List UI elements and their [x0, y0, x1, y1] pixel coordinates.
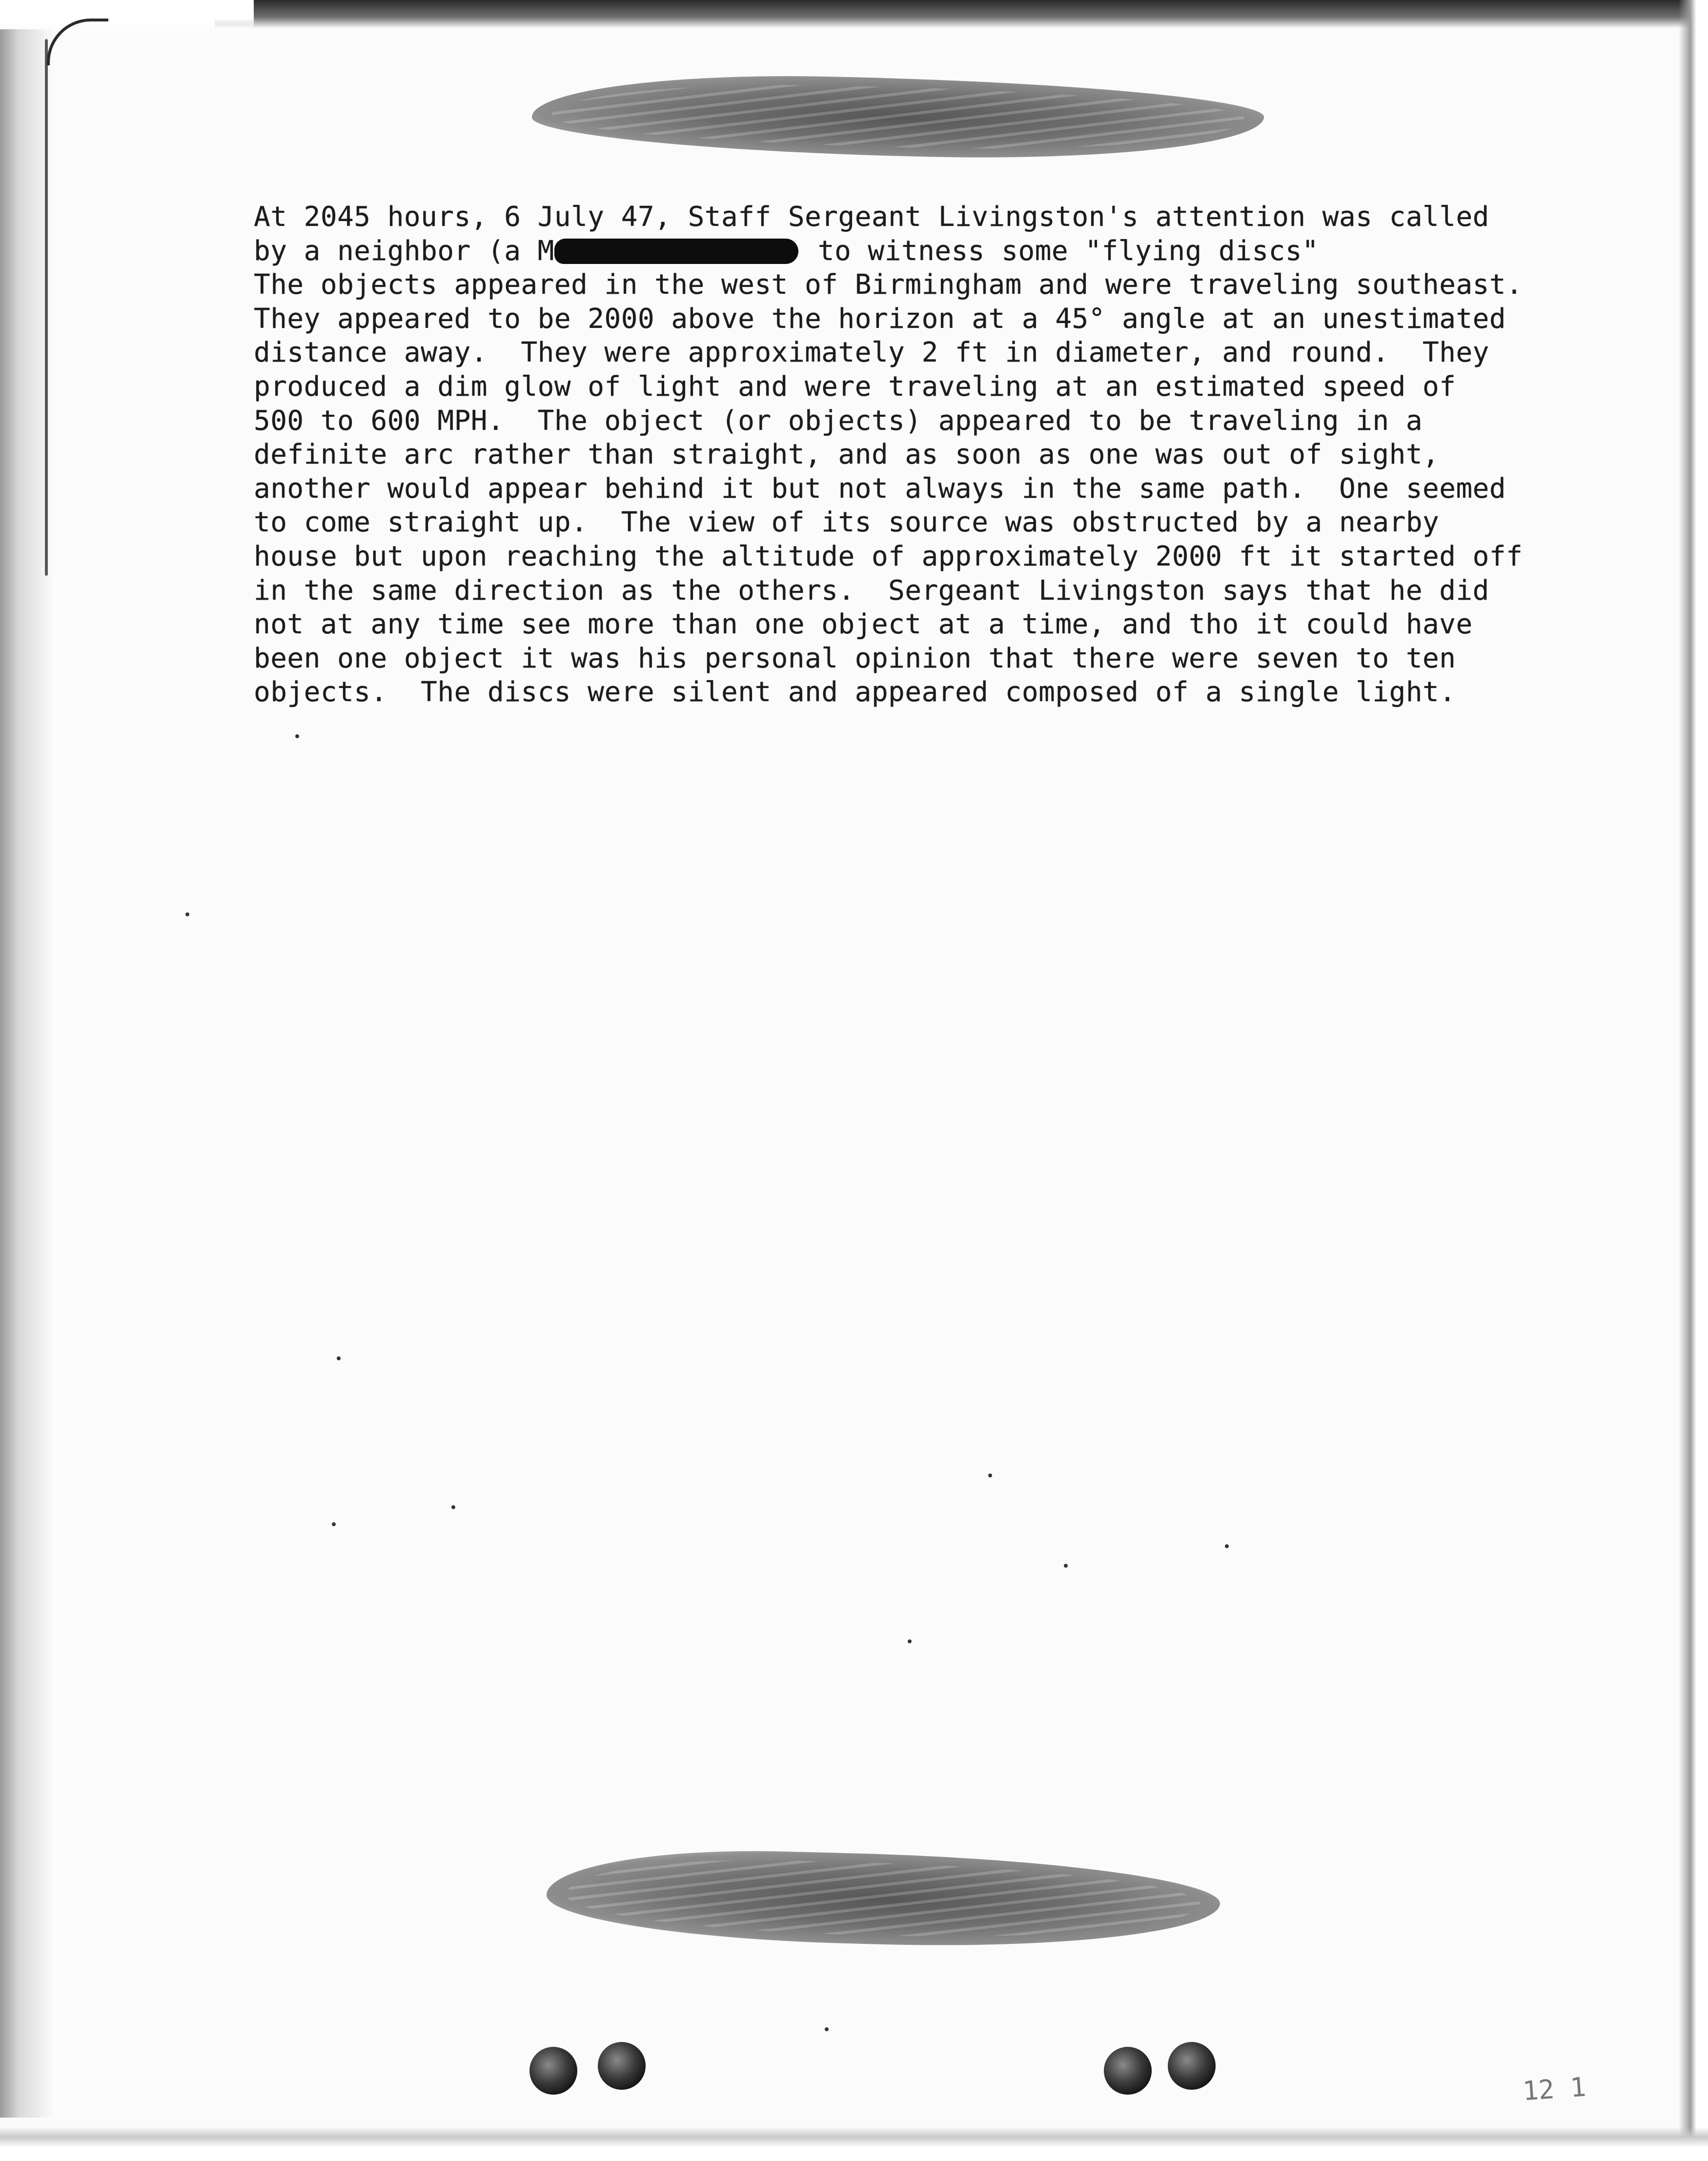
body-line-prefix: by a neighbor (a M [254, 235, 554, 267]
body-line: distance away. They were approximately 2 ft in diameter, and round. They [254, 337, 1489, 369]
redaction-bar [554, 239, 798, 264]
body-line: 500 to 600 MPH. The object (or objects) appeared to be traveling in a [254, 404, 1423, 437]
page-number: 12 1 [1521, 2071, 1587, 2107]
scan-edge-top [215, 0, 1708, 28]
body-line: to come straight up. The view of its source was obstructed by a nearby [254, 506, 1440, 539]
body-line: definite arc rather than straight, and as soon as one was out of sight, [254, 439, 1440, 471]
speck [1064, 1564, 1068, 1568]
scan-edge-right [1679, 0, 1708, 2161]
speck [1225, 1544, 1229, 1548]
document-body [254, 200, 1610, 709]
speck [451, 1505, 455, 1509]
body-line: They appeared to be 2000 above the horizon at a 45° angle at an unestimated [254, 303, 1506, 335]
body-line: At 2045 hours, 6 July 47, Staff Sergeant Livingston's attention was called [254, 201, 1489, 233]
body-line: produced a dim glow of light and were traveling at an estimated speed of [254, 370, 1456, 403]
redaction-smudge-bottom [546, 1845, 1221, 1953]
body-line-suffix: to witness some "flying discs" [817, 235, 1319, 267]
speck [295, 734, 299, 738]
speck [337, 1356, 341, 1360]
speck [908, 1639, 912, 1643]
punch-hole [1168, 2042, 1216, 2090]
body-line-redacted [254, 234, 1610, 268]
speck [988, 1474, 992, 1477]
speck [185, 912, 189, 916]
body-line: in the same direction as the others. Sergeant Livingston says that he did [254, 574, 1489, 606]
punch-hole [529, 2047, 577, 2095]
scan-edge-left-line [45, 39, 48, 576]
speck [332, 1522, 336, 1526]
body-line: The objects appeared in the west of Birmingham and were traveling southeast. [254, 269, 1523, 301]
scan-edge-bottom [0, 2127, 1708, 2161]
body-line: not at any time see more than one object at a time, and tho it could have [254, 608, 1473, 641]
body-line: house but upon reaching the altitude of approximately 2000 ft it started off [254, 540, 1523, 572]
body-line: another would appear behind it but not always in the same path. One seemed [254, 472, 1506, 505]
body-line: been one object it was his personal opinion that there were seven to ten [254, 642, 1456, 674]
punch-hole [1104, 2047, 1152, 2095]
speck [825, 2027, 829, 2031]
punch-hole [598, 2042, 646, 2090]
redaction-smudge-top [531, 70, 1264, 163]
body-line: objects. The discs were silent and appeared composed of a single light. [254, 676, 1456, 708]
